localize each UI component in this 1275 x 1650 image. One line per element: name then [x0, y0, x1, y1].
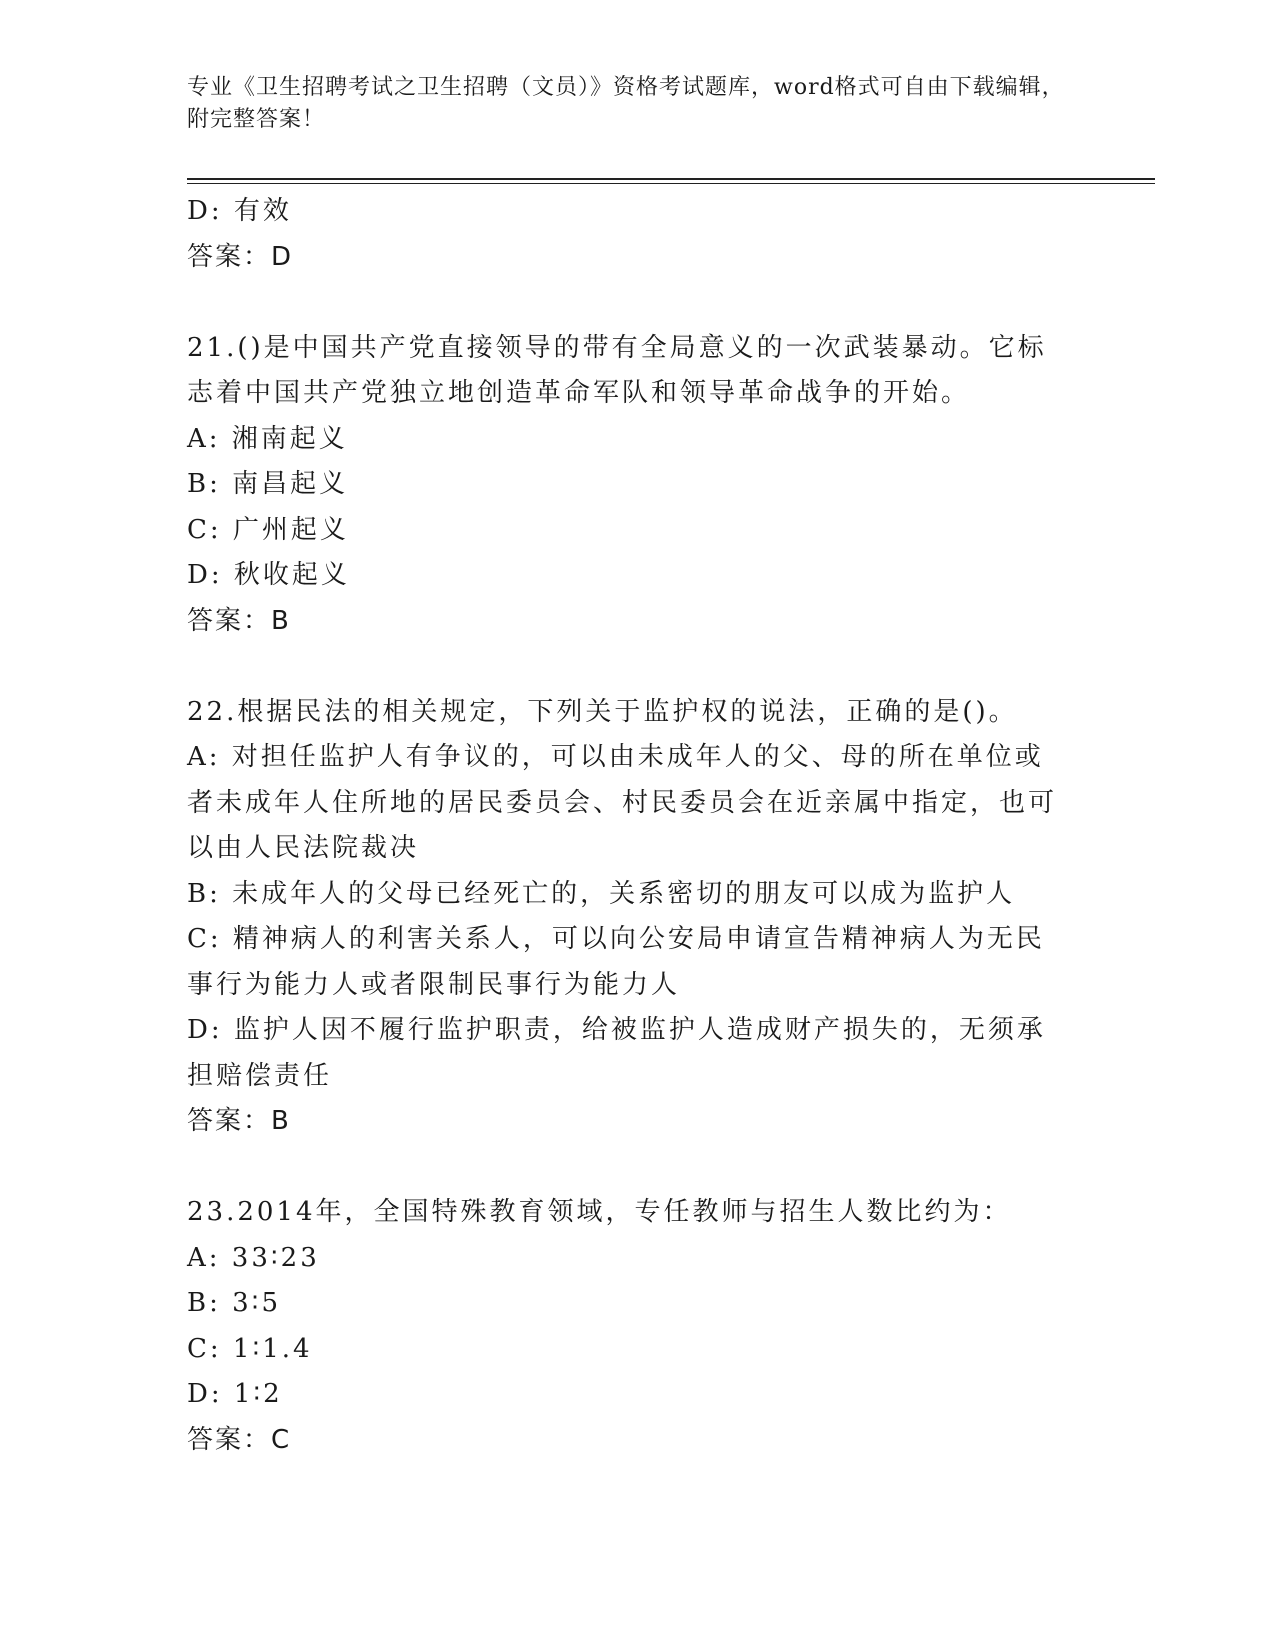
option-d: D: 秋收起义: [187, 560, 350, 590]
spacer: [187, 280, 1067, 326]
answer: 答案：B: [187, 1106, 291, 1136]
spacer: [187, 1145, 1067, 1191]
option-c: C: 精神病人的利害关系人，可以向公安局申请宣告精神病人为无民事行为能力人或者限制民事行为能力人: [187, 924, 1045, 1000]
question-23: [187, 1190, 1067, 1463]
option-d: D: 1∶2: [187, 1379, 283, 1409]
spacer: [187, 644, 1067, 690]
option-d: D: 监护人因不履行监护职责，给被监护人造成财产损失的，无须承担赔偿责任: [187, 1015, 1046, 1091]
option-c: C: 广州起义: [187, 514, 349, 545]
option-b: B: 3∶5: [187, 1288, 281, 1318]
question-stem: 22.根据民法的相关规定，下列关于监护权的说法，正确的是()。: [187, 696, 1018, 727]
previous-answer: 答案：D: [187, 241, 294, 272]
option-a: A: 33∶23: [187, 1242, 320, 1273]
question-21: [187, 326, 1067, 645]
question-list: [187, 189, 1067, 1463]
option-c: C: 1∶1.4: [187, 1333, 313, 1364]
question-stem: 21.()是中国共产党直接领导的带有全局意义的一次武装暴动。它标志着中国共产党独立地创造革命军队和领导革命战争的开始。: [187, 332, 1047, 408]
option-a: A: 湘南起义: [187, 423, 348, 454]
option-b: B: 未成年人的父母已经死亡的，关系密切的朋友可以成为监护人: [187, 878, 1016, 909]
option-a: A: 对担任监护人有争议的，可以由未成年人的父、母的所在单位或者未成年人住所地的居民委员会、村民委员会在近亲属中指定，也可以由人民法院裁决: [187, 742, 1058, 863]
option-b: B: 南昌起义: [187, 469, 349, 499]
answer: 答案：B: [187, 605, 291, 636]
header-divider-thin: [187, 183, 1155, 184]
header-divider-thick: [187, 178, 1155, 180]
answer: 答案：C: [187, 1424, 292, 1455]
previous-option-d: D: 有效: [187, 196, 292, 226]
document-header: 专业《卫生招聘考试之卫生招聘（文员）》资格考试题库，word格式可自由下载编辑，附完整答案！: [187, 75, 1065, 132]
question-22: [187, 690, 1067, 1145]
question-stem: 23.2014年，全国特殊教育领域，专任教师与招生人数比约为：: [187, 1197, 1012, 1227]
